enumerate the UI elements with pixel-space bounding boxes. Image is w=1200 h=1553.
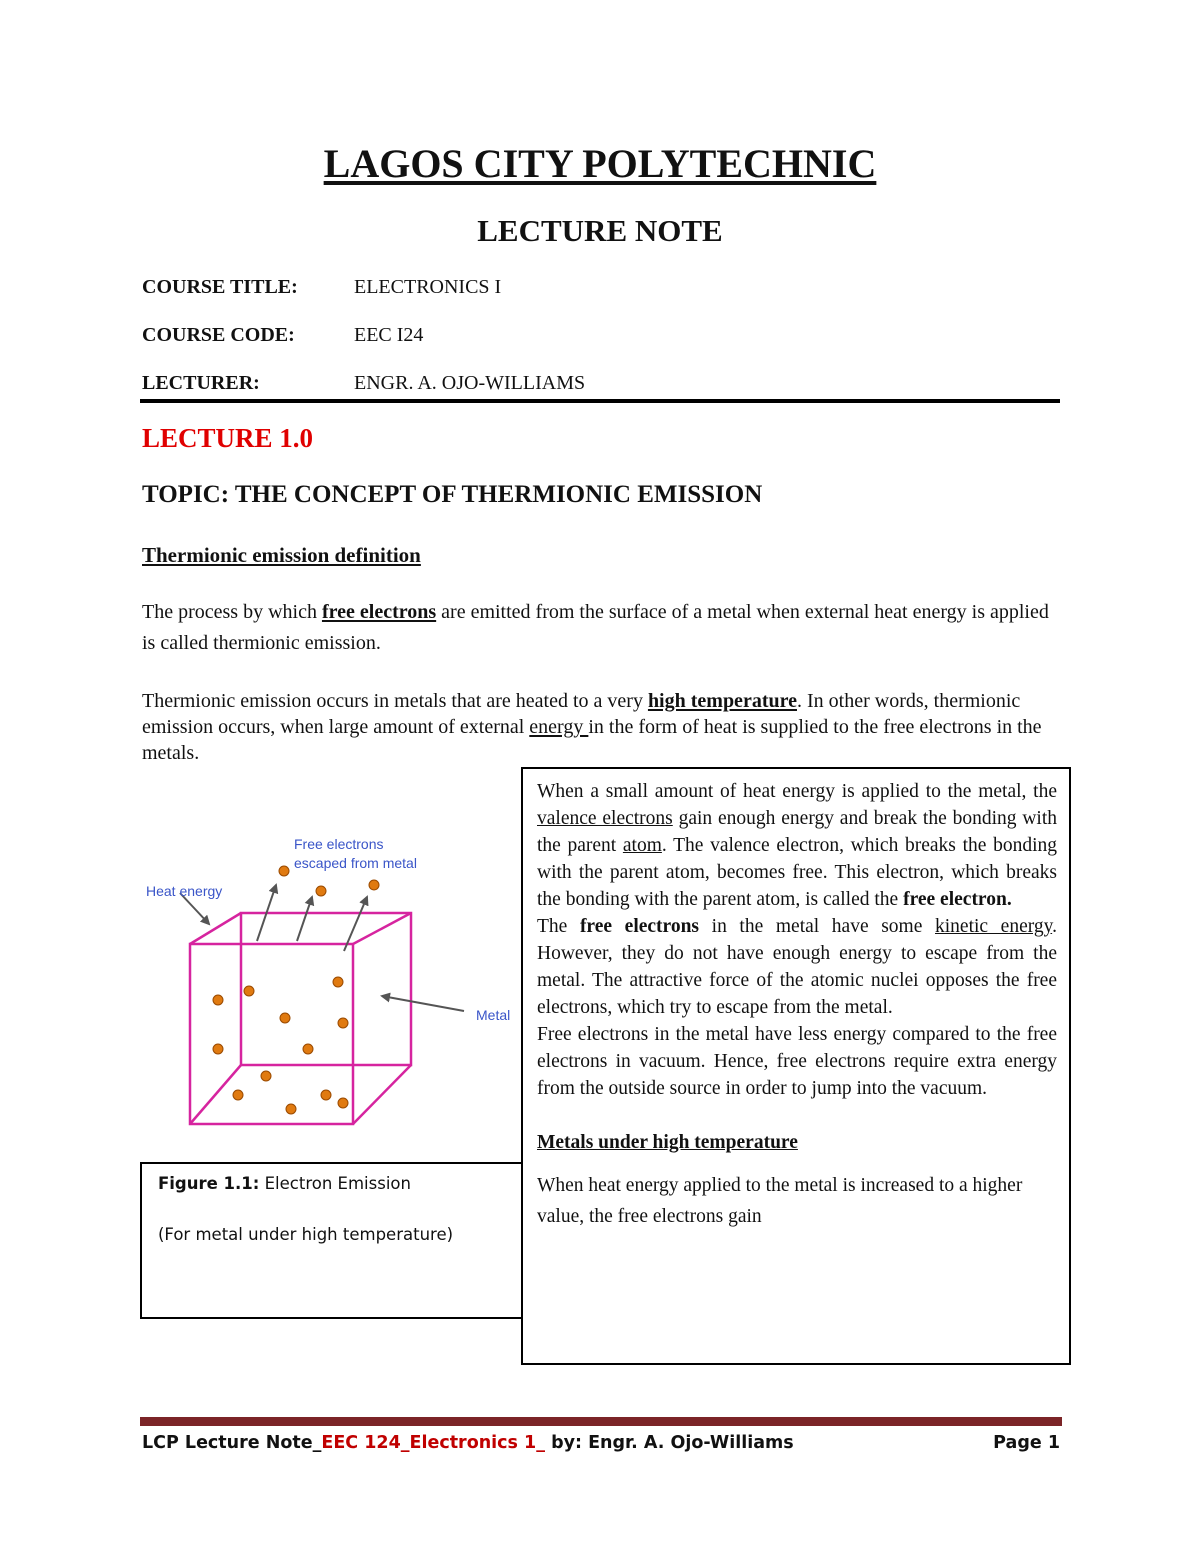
escape-arrows — [180, 885, 464, 1011]
figure-caption-box — [140, 1162, 528, 1319]
lecturer-label: LECTURER: — [142, 372, 260, 394]
page-number: Page 1 — [993, 1433, 1060, 1453]
definition-paragraph: The process by which free electrons are emitted from the surface of a metal when external heat energy is applied is called thermionic emission. — [142, 601, 1049, 654]
metal-label: Metal — [476, 1007, 511, 1023]
lecturer-value: ENGR. A. OJO-WILLIAMS — [354, 372, 586, 394]
term-free-electrons: free electrons — [321, 601, 437, 623]
explanation-text-box — [521, 767, 1071, 1365]
free-electrons-label-2: escaped from metal — [294, 855, 417, 871]
figure-caption-label: Figure 1.1: — [158, 1174, 260, 1193]
definition-heading: Thermionic emission definition — [142, 543, 421, 567]
metal-cube — [190, 913, 411, 1124]
course-code-value: EEC I24 — [354, 324, 424, 346]
term-energy: energy — [529, 716, 589, 738]
institution-name: LAGOS CITY POLYTECHNIC — [323, 141, 877, 186]
figure-caption-sub: (For metal under high temperature) — [158, 1225, 454, 1244]
course-title-value: ELECTRONICS I — [354, 276, 502, 298]
footer-divider — [140, 1417, 1062, 1426]
valence-electrons-paragraph: When a small amount of heat energy is applied to the metal, the valence electrons gain enough energy and break the bonding with the parent atom. The valence electron, which breaks the bonding with the parent atom, becomes free. This electron, which breaks the bonding with the parent atom, is called the free electron. — [537, 781, 1058, 910]
heat-energy-label: Heat energy — [146, 883, 223, 899]
header-divider — [140, 399, 1060, 403]
footer-text: LCP Lecture Note_EEC 124_Electronics 1_ by: Engr. A. Ojo-Williams — [142, 1433, 794, 1453]
lecture-topic: TOPIC: THE CONCEPT OF THERMIONIC EMISSION — [142, 481, 763, 508]
course-title-label: COURSE TITLE: — [142, 276, 298, 298]
lecture-number: LECTURE 1.0 — [142, 423, 314, 453]
electron-emission-figure — [130, 825, 520, 1140]
figure-caption: Figure 1.1: Electron Emission — [158, 1174, 411, 1193]
metals-heading: Metals under high temperature — [537, 1132, 798, 1153]
vacuum-energy-paragraph: Free electrons in the metal have less energy compared to the free electrons in vacuum. Hence, free electrons require extra energy from the outside source in order to jump into the vacuum. — [537, 1024, 1057, 1099]
free-electrons-label-1: Free electrons — [294, 836, 384, 852]
occurrence-paragraph: Thermionic emission occurs in metals that are heated to a very high temperature. In other words, thermionic emission occurs, when large amount of external energy in the form of heat is supplied to the free electrons in the metals. — [142, 690, 1042, 764]
heat-increase-paragraph: When heat energy applied to the metal is increased to a higher value, the free electrons gain — [537, 1175, 1023, 1227]
course-code-label: COURSE CODE: — [142, 324, 295, 346]
kinetic-energy-paragraph: The free electrons in the metal have some kinetic energy. However, they do not have enough energy to escape from the metal. The attractive force of the atomic nuclei opposes the free electrons, which try to escape from the metal. — [537, 916, 1057, 1018]
document-title: LECTURE NOTE — [477, 213, 723, 248]
term-high-temperature: high temperature — [647, 690, 797, 712]
